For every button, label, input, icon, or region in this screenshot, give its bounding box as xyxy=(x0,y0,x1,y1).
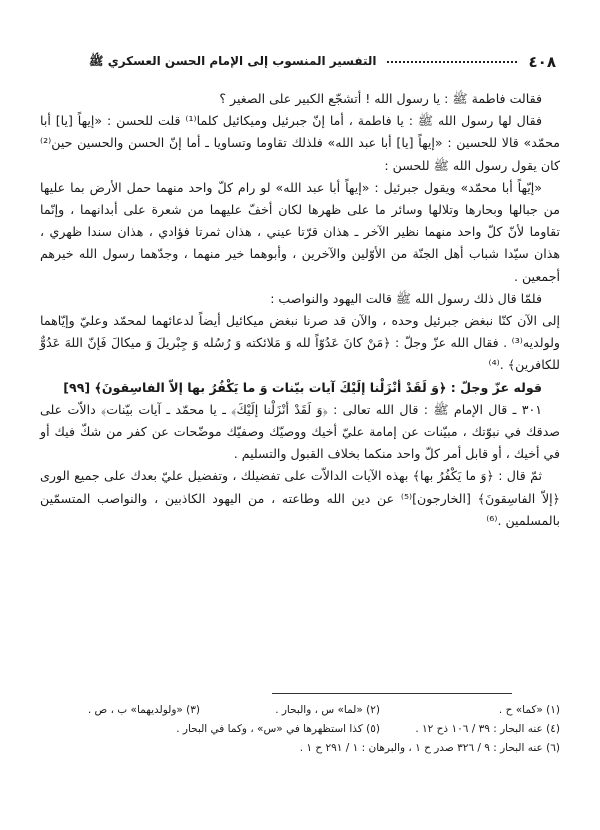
footnote: (٥) كذا استظهرها في «س» ، وكما في البحار . xyxy=(176,723,380,735)
paragraph: ٣٠١ ـ قال الإمام ﷺ : قال الله تعالى : ﴿وَ لَقَدْ أنْزَلْنا إلَيْكَ﴾ ـ يا محمّد ـ آيات بيّنات﴾ دالاّت على صدقك في نبوّتك ، مبيّنات عن إمامة عليّ أخيك ووصيّك وصفيّك موضّحات عن كفر من شكّ فيك أو في أخيك ، أو قابل أمر كلّ واحد منكما بخلاف القبول والتسليم . xyxy=(40,401,560,462)
paragraph: ثمّ قال : ﴿وَ ما يَكْفُرُ بها﴾ بهذه الآيات الدالاّت على تفضيلك ، وتفضيل عليّ بعدك على جميع الورى ﴿إلاّ الفاسِقونَ﴾ [الخارجون]⁽⁵⁾ عن دين الله وطاعته ، من اليهود الكاذبين ، والنواصب المتسمّين بالمسلمين .⁽⁶⁾ xyxy=(40,468,560,528)
footnote: (٦) عنه البحار : ٩ / ٣٢٦ صدر ح ١ ، والبرهان : ١ / ٢٩١ ح ١ . xyxy=(299,742,560,754)
paragraph: فقال لها رسول الله ﷺ : يا فاطمة ، أما إنّ جبرئيل وميكائيل كلما⁽¹⁾ قلت للحسن : «إيهاً [يا] أبا محمّد» قالا للحسين : «إيهاً [يا] أبا عبد الله» فلذلك تقاوما وتساويا ـ أما إنّ الحسن والحسين حين⁽²⁾ كان يقول رسول الله ﷺ للحسن : xyxy=(40,113,560,173)
paragraph: فلمّا قال ذلك رسول الله ﷺ قالت اليهود والنواصب : xyxy=(270,290,542,306)
footnote-separator xyxy=(272,693,512,694)
paragraph: «إيّهاً أبا محمّد» ويقول جبرئيل : «إيهاً أبا عبد الله» لو رام كلّ واحد منهما حمل الأرض بما عليها من جبالها وبحارها وتلالها وسائر ما على ظهرها لكان أخفّ عليهما من شعرة على أبدانهما ، وإنّما تقاوما لأنّ كلّ واحد منهما نظير الآخر ـ هذان قرّتا عيني ، هذان ثمرتا فؤادي ، هذان سندا ظهري ، هذان سيّدا شباب أهل الجنّة من الأوّلين والآخرين ، وأبوهما خير منهما ، وجدّهما رسول الله خيرهم أجمعين . xyxy=(40,179,560,284)
footnote-row xyxy=(40,739,560,758)
body-text xyxy=(40,88,560,532)
paragraph: إلى الآن كنّا نبغض جبرئيل وحده ، والآن قد صرنا نبغض ميكائيل أيضاً لدعائهما لمحمّد وعليّ وإيّاهما ولولديه⁽³⁾ . فقال الله عزّ وجلّ : ﴿مَنْ كانَ عَدُوّاً لله وَ مَلائكته وَ رُسُله وَ جِبْريلَ وَ ميكالَ فَإنّ اللهَ عَدُوٌّ للكافرين﴾ .⁽⁴⁾ xyxy=(40,313,560,373)
footnote: (٤) عنه البحار : ٣٩ / ١٠٦ ذح ١٢ . xyxy=(415,723,560,735)
footnote-row xyxy=(40,701,560,720)
page-number: ٤٠٨ xyxy=(528,53,556,71)
verse-heading: قوله عزّ وجلّ : ﴿وَ لَقَدْ أنْزَلْنا إلَيْكَ آيات بيّنات وَ ما يَكْفُرُ بها إلاّ الفاسِقونَ﴾ [٩٩] xyxy=(63,379,542,395)
footnote: (٣) «ولولديهما» ب ، ص . xyxy=(87,704,200,716)
paragraph: فقالت فاطمة ﷺ : يا رسول الله ! أتشجّع الكبير على الصغير ؟ xyxy=(219,91,542,106)
footnote: (١) «كما» ح . xyxy=(498,704,560,716)
footnote-row xyxy=(40,720,560,739)
running-title: التفسير المنسوب إلى الإمام الحسن العسكري ﷺ xyxy=(89,53,377,68)
page-header xyxy=(44,50,556,74)
header-rule xyxy=(387,61,517,63)
footnotes xyxy=(40,701,560,758)
footnote: (٢) «لما» س ، والبحار . xyxy=(275,704,380,716)
